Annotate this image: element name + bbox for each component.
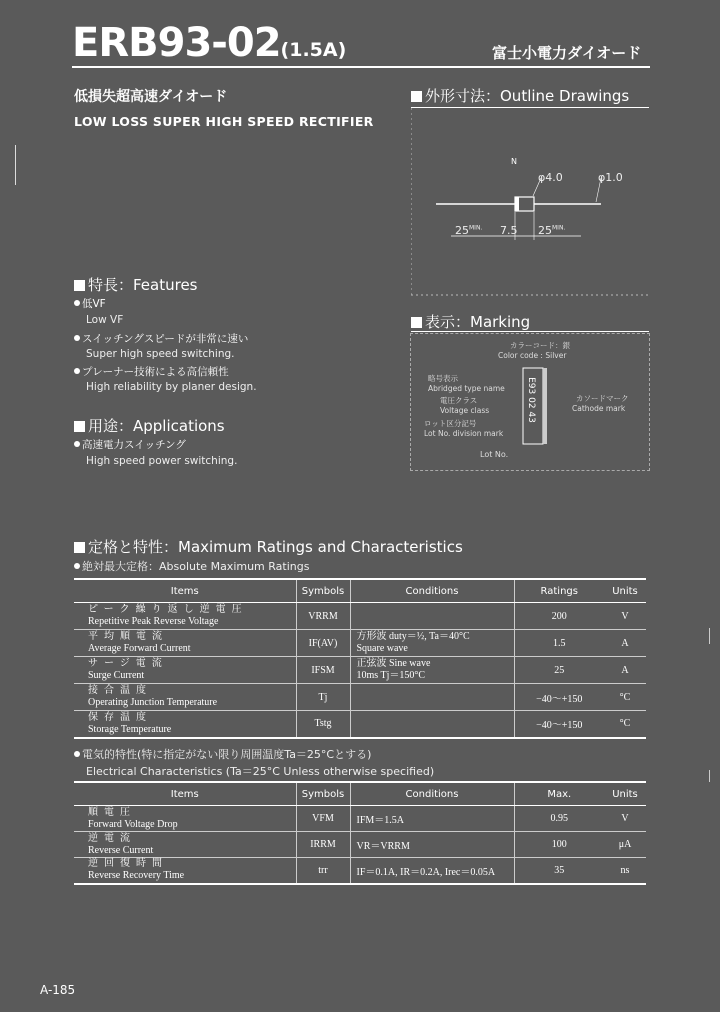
feature-3-jp: プレーナー技術による高信頼性 xyxy=(74,364,229,379)
current-rating: (1.5A) xyxy=(280,39,347,61)
svg-text:N: N xyxy=(511,157,517,166)
product-title-jp: 低損失超高速ダイオード xyxy=(74,89,228,105)
dim-lead-diameter: φ1.0 xyxy=(598,171,623,184)
marking-body-text: E93 02 43 xyxy=(526,377,536,423)
dim-body-diameter: φ4.0 xyxy=(538,171,563,184)
electrical-heading-en: Electrical Characteristics (Ta＝25°C Unless otherwise specified) xyxy=(86,765,435,778)
feature-2-jp: スイッチングスピードが非常に速い xyxy=(74,331,248,346)
outline-heading: 外形寸法：Outline Drawings xyxy=(411,85,629,106)
marking-type-name: 略号表示 Abridged type name xyxy=(428,374,505,393)
col-items: Items xyxy=(74,579,296,603)
col-items: Items xyxy=(74,782,296,806)
ratings-heading: 定格と特性：Maximum Ratings and Characteristics xyxy=(74,536,463,557)
col-max: Max. xyxy=(514,782,604,806)
bullet-icon xyxy=(74,563,80,569)
dim-body-length: 7.5 xyxy=(500,224,518,237)
dim-lead-left: $25^{MIN.}$ xyxy=(455,224,483,237)
table-header-row xyxy=(74,782,646,806)
applications-heading: 用途：Applications xyxy=(74,415,225,436)
marking-color-code: カラーコード：銀 Color code : Silver xyxy=(498,341,570,360)
table-header-row xyxy=(74,579,646,603)
bullet-icon xyxy=(74,300,80,306)
marking-heading: 表示：Marking xyxy=(411,311,530,332)
dim-lead-right: $25^{MIN.}$ xyxy=(538,224,566,237)
marking-lot-no: Lot No. xyxy=(480,450,509,459)
feature-3-en: High reliability by planer design. xyxy=(86,381,257,393)
marking-lot-division: ロット区分記号 Lot No. division mark xyxy=(424,419,504,438)
bullet-icon xyxy=(74,441,80,447)
col-units: Units xyxy=(604,782,646,806)
col-conditions: Conditions xyxy=(350,782,514,806)
feature-1-en: Low VF xyxy=(86,314,124,326)
application-1-en: High speed power switching. xyxy=(86,455,238,467)
part-number: ERB93-02 xyxy=(72,20,281,66)
header-rule xyxy=(72,66,650,68)
section-square-icon xyxy=(74,542,85,553)
feature-1-jp: 低VF xyxy=(74,296,106,311)
application-1-jp: 高速電力スイッチング xyxy=(74,437,186,452)
section-square-icon xyxy=(74,280,85,291)
table-row: 平均順電流 Average Forward Current IF(AV) 方形波 duty＝½, Ta＝40°C Square wave 1.5 A xyxy=(74,630,646,657)
electrical-table xyxy=(74,781,646,885)
table-row: 保存温度 Storage Temperature Tstg −40～+150 °C xyxy=(74,711,646,738)
feature-2-en: Super high speed switching. xyxy=(86,348,235,360)
marking-rule xyxy=(411,331,649,332)
section-square-icon xyxy=(411,91,422,102)
col-symbols: Symbols xyxy=(296,782,350,806)
col-conditions: Conditions xyxy=(350,579,514,603)
bullet-icon xyxy=(74,368,80,374)
marking-voltage: 電圧クラス Voltage class xyxy=(440,396,490,415)
section-square-icon xyxy=(411,317,422,328)
marking-cathode: カソードマーク Cathode mark xyxy=(572,394,629,413)
table-row: 順電圧 Forward Voltage Drop VFM IFM＝1.5A 0.95 V xyxy=(74,806,646,832)
features-heading: 特長：Features xyxy=(74,274,198,295)
scan-mark xyxy=(709,770,710,782)
bullet-icon xyxy=(74,751,80,757)
col-ratings: Ratings xyxy=(514,579,604,603)
bullet-icon xyxy=(74,335,80,341)
table-row: 接合温度 Operating Junction Temperature Tj −40～+150 °C xyxy=(74,684,646,711)
table-row: 逆電流 Reverse Current IRRM VR＝VRRM 100 μA xyxy=(74,832,646,858)
table-row: ピーク繰り返し逆電圧 Repetitive Peak Reverse Voltage VRRM 200 V xyxy=(74,603,646,630)
table-row: サージ電流 Surge Current IFSM 正弦波 Sine wave 10ms Tj＝150°C 25 A xyxy=(74,657,646,684)
col-symbols: Symbols xyxy=(296,579,350,603)
outline-drawing xyxy=(411,108,649,298)
electrical-heading-jp: 電気的特性(特に指定がない限り周囲温度Ta＝25°Cとする) xyxy=(74,746,371,762)
scan-mark xyxy=(15,145,16,185)
section-square-icon xyxy=(74,421,85,432)
col-units: Units xyxy=(604,579,646,603)
company-name: 富士小電力ダイオード xyxy=(492,44,642,62)
abs-max-table xyxy=(74,578,646,739)
table-row: 逆回復時間 Reverse Recovery Time trr IF＝0.1A, IR＝0.2A, Irec＝0.05A 35 ns xyxy=(74,858,646,884)
product-title-en: LOW LOSS SUPER HIGH SPEED RECTIFIER xyxy=(74,114,374,129)
abs-max-heading: 絶対最大定格：Absolute Maximum Ratings xyxy=(74,558,309,574)
page-number: A-185 xyxy=(40,983,76,997)
scan-mark xyxy=(709,628,710,644)
